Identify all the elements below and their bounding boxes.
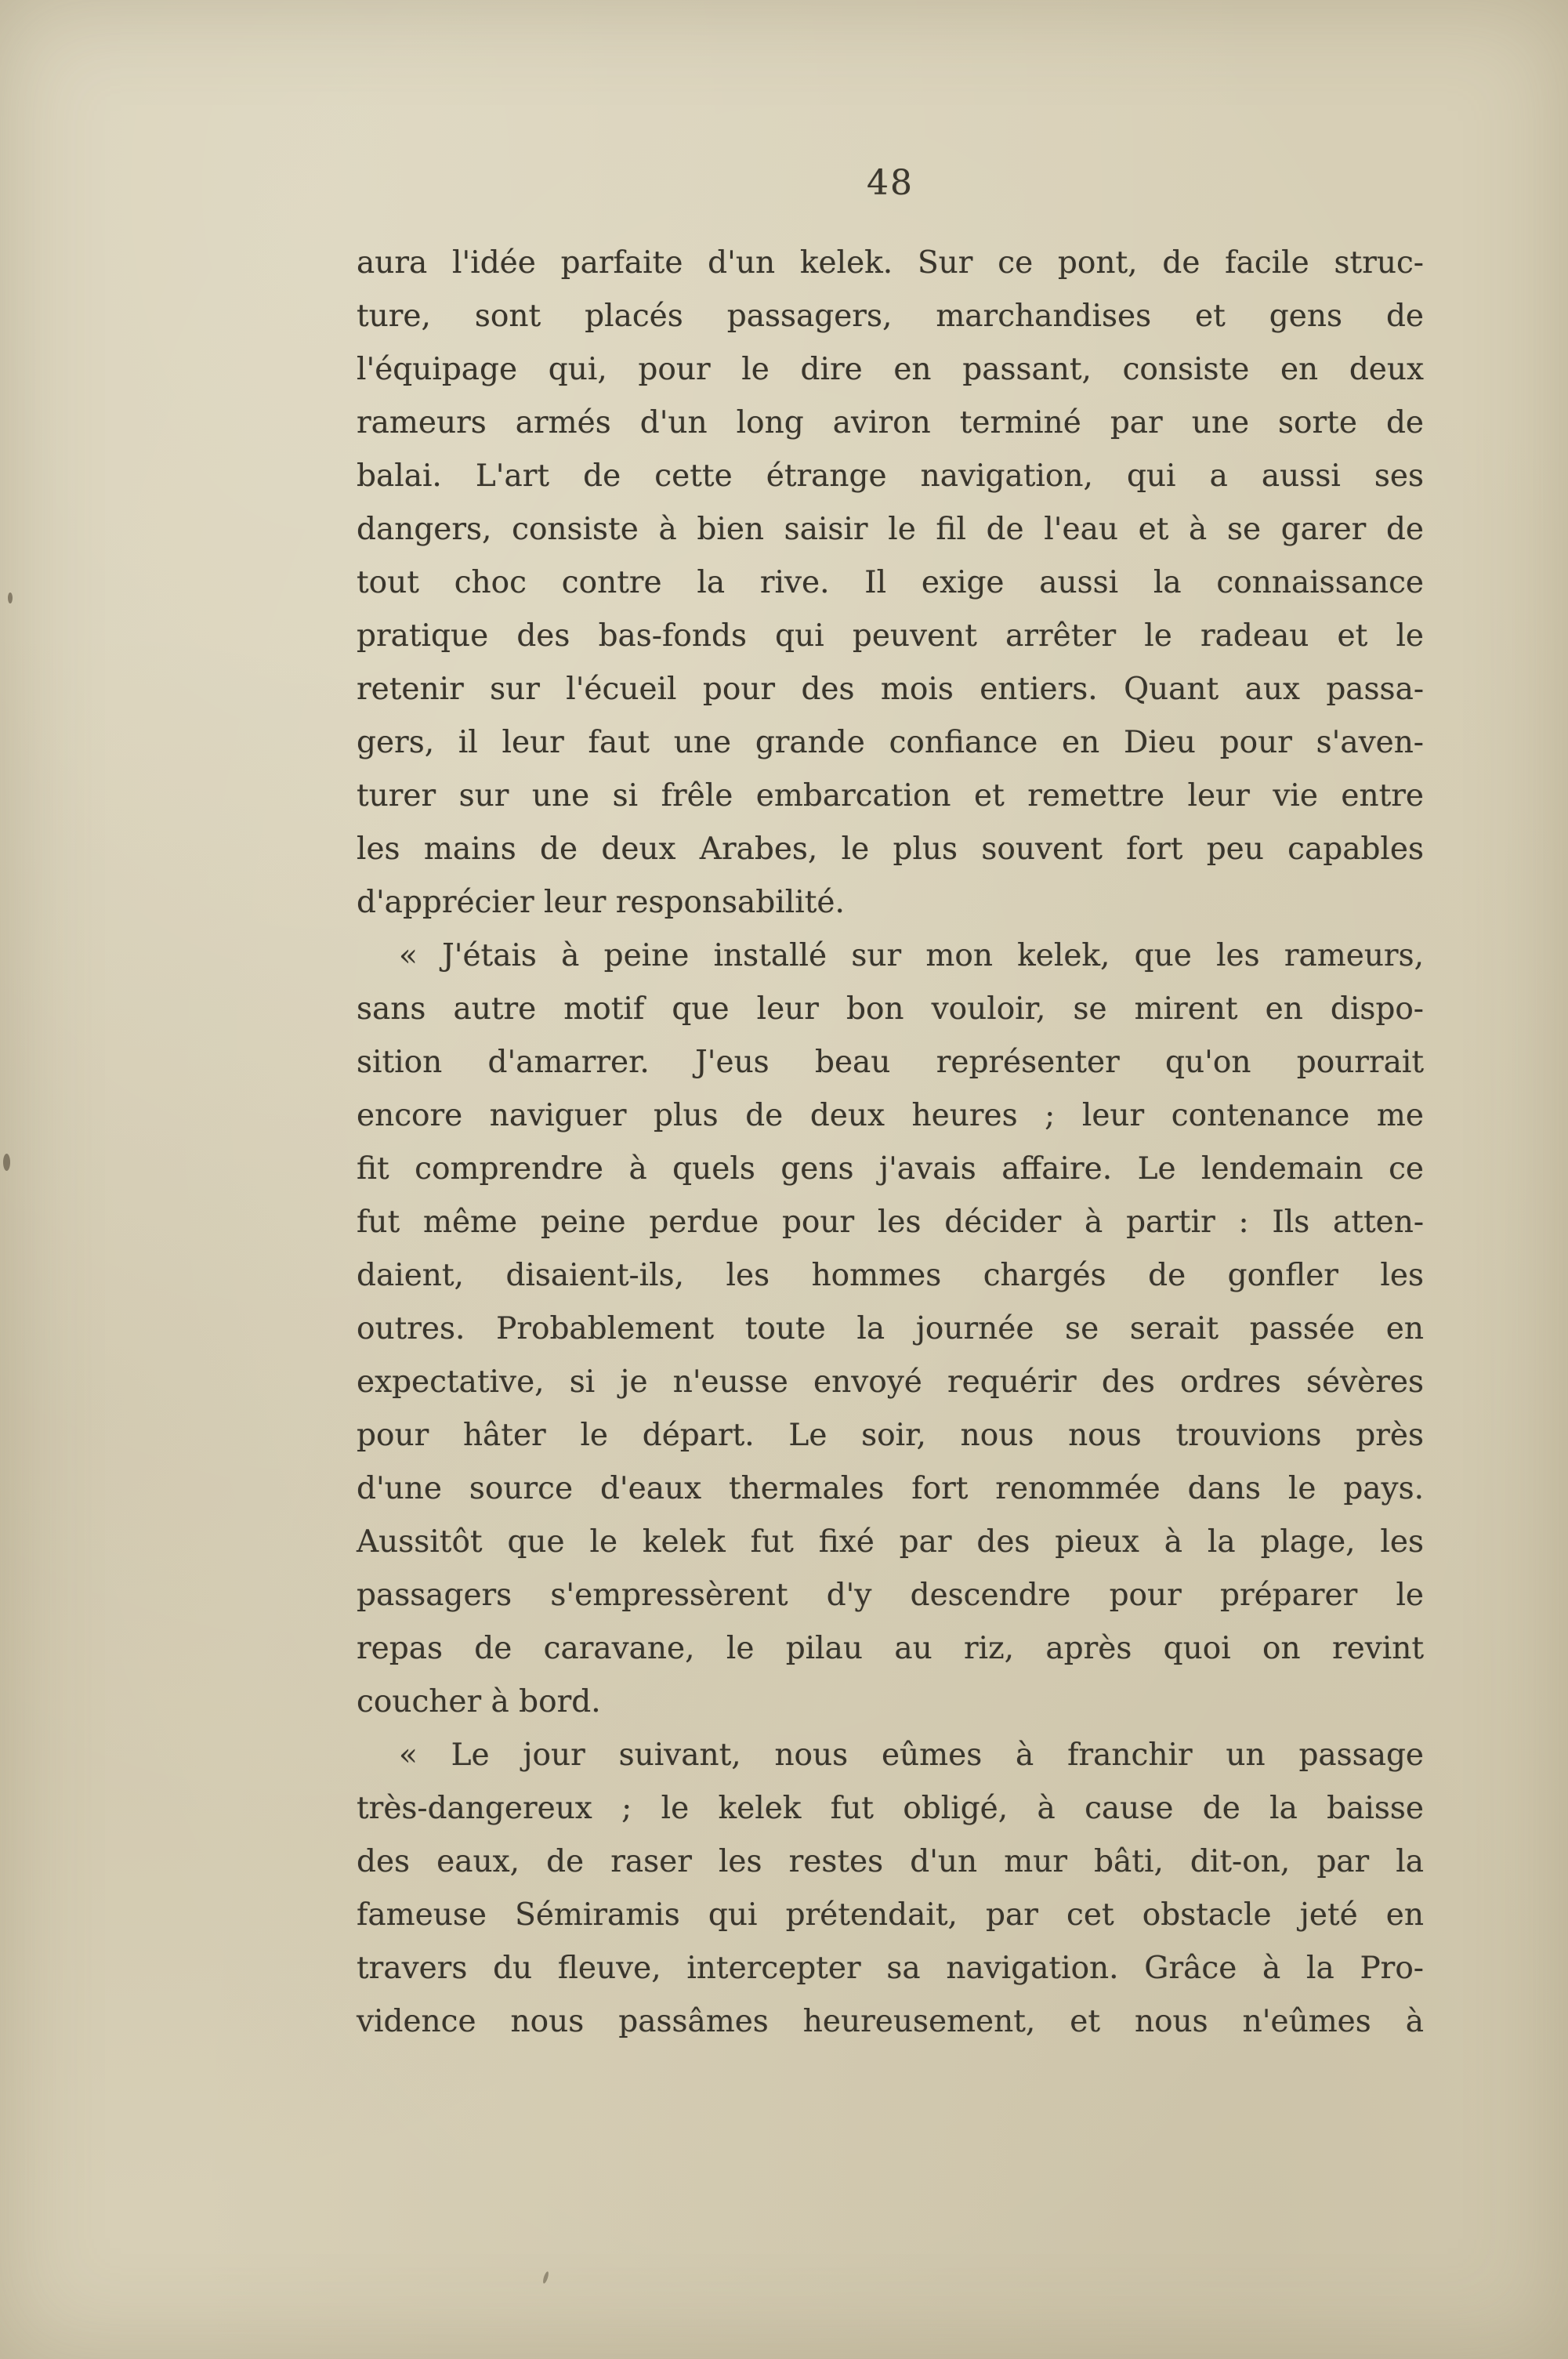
text-line: pratique des bas-fonds qui peuvent arrêter le radeau et le: [357, 618, 1424, 654]
text-line: l'équipage qui, pour le dire en passant, consiste en deux: [357, 352, 1424, 387]
text-block: [357, 237, 1424, 2049]
text-line: expectative, si je n'eusse envoyé requérir des ordres sévères: [357, 1364, 1424, 1400]
text-line: « J'étais à peine installé sur mon kelek, que les rameurs,: [399, 938, 1424, 973]
text-line: coucher à bord.: [357, 1684, 601, 1719]
text-line: « Le jour suivant, nous eûmes à franchir un passage: [399, 1738, 1424, 1773]
text-line: d'apprécier leur responsabilité.: [357, 885, 845, 920]
text-line: fit comprendre à quels gens j'avais affaire. Le lendemain ce: [357, 1151, 1424, 1187]
text-line: travers du fleuve, intercepter sa navigation. Grâce à la Pro-: [357, 1951, 1424, 1986]
text-line: ture, sont placés passagers, marchandises et gens de: [357, 299, 1424, 334]
page-number: 48: [867, 163, 914, 203]
text-line: fut même peine perdue pour les décider à partir : Ils atten-: [357, 1205, 1424, 1240]
text-line: Aussitôt que le kelek fut fixé par des pieux à la plage, les: [357, 1524, 1424, 1560]
text-line: repas de caravane, le pilau au riz, après quoi on revint: [357, 1631, 1424, 1666]
text-line: balai. L'art de cette étrange navigation, qui a aussi ses: [357, 458, 1424, 494]
text-line: rameurs armés d'un long aviron terminé par une sorte de: [357, 405, 1424, 440]
paragraph: [357, 929, 1424, 1729]
paper-speck: [542, 2271, 550, 2285]
text-line: passagers s'empressèrent d'y descendre pour préparer le: [357, 1578, 1424, 1613]
paper-speck: [8, 592, 13, 603]
text-line: outres. Probablement toute la journée se serait passée en: [357, 1311, 1424, 1346]
text-line: sition d'amarrer. J'eus beau représenter qu'on pourrait: [357, 1045, 1424, 1080]
text-line: aura l'idée parfaite d'un kelek. Sur ce pont, de facile struc-: [357, 245, 1424, 281]
text-line: les mains de deux Arabes, le plus souvent fort peu capables: [357, 832, 1424, 867]
text-line: encore naviguer plus de deux heures ; leur contenance me: [357, 1098, 1424, 1133]
text-line: fameuse Sémiramis qui prétendait, par cet obstacle jeté en: [357, 1897, 1424, 1933]
text-line: des eaux, de raser les restes d'un mur bâti, dit-on, par la: [357, 1844, 1424, 1879]
text-line: d'une source d'eaux thermales fort renommée dans le pays.: [357, 1471, 1424, 1506]
text-line: gers, il leur faut une grande confiance en Dieu pour s'aven-: [357, 725, 1424, 760]
paragraph: [357, 1729, 1424, 2049]
text-line: vidence nous passâmes heureusement, et nous n'eûmes à: [357, 2004, 1424, 2039]
text-line: turer sur une si frêle embarcation et remettre leur vie entre: [357, 778, 1424, 814]
text-line: daient, disaient-ils, les hommes chargés de gonfler les: [357, 1258, 1424, 1293]
paper-speck: [3, 1154, 10, 1171]
text-line: retenir sur l'écueil pour des mois entiers. Quant aux passa-: [357, 672, 1424, 707]
text-line: très-dangereux ; le kelek fut obligé, à cause de la baisse: [357, 1791, 1424, 1826]
text-line: tout choc contre la rive. Il exige aussi la connaissance: [357, 565, 1424, 600]
text-line: dangers, consiste à bien saisir le fil de l'eau et à se garer de: [357, 512, 1424, 547]
text-line: sans autre motif que leur bon vouloir, se mirent en dispo-: [357, 991, 1424, 1027]
text-line: pour hâter le départ. Le soir, nous nous trouvions près: [357, 1418, 1424, 1453]
paragraph: [357, 237, 1424, 929]
